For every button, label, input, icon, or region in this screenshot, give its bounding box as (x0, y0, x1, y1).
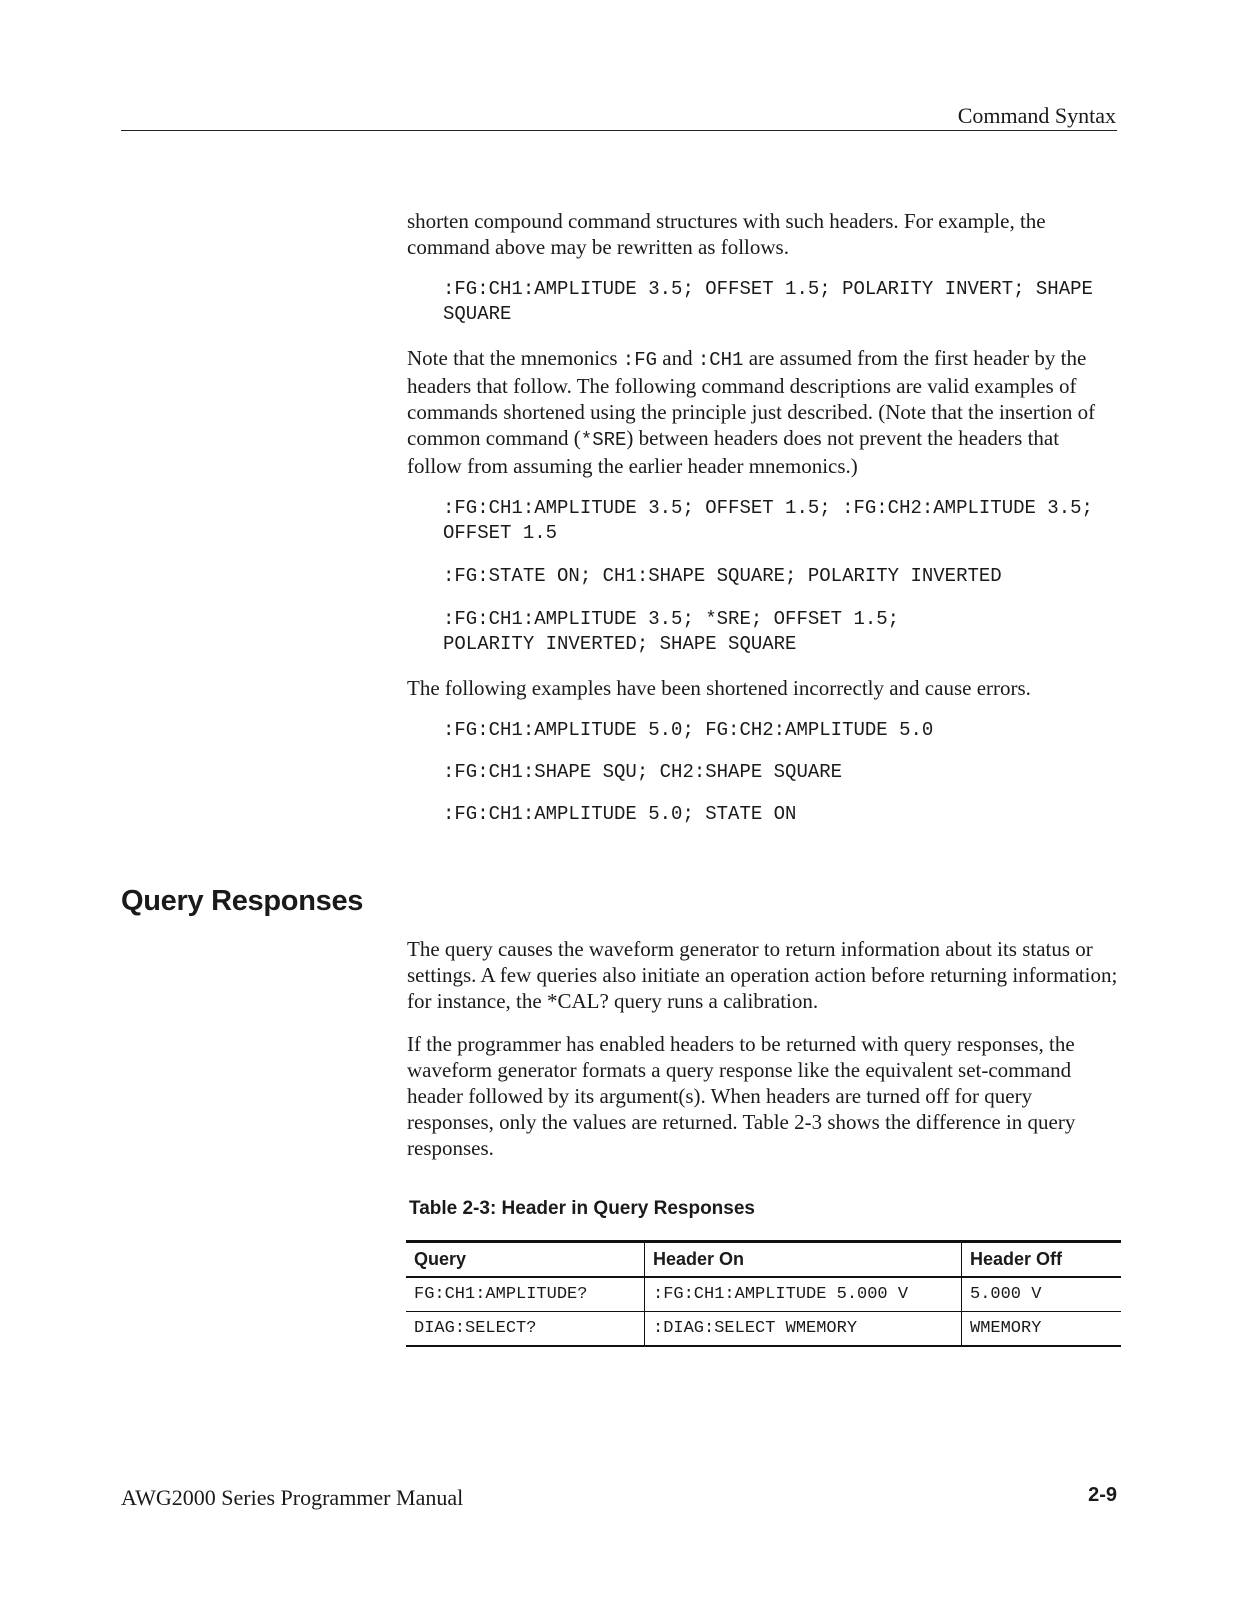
text-run: and (657, 346, 698, 370)
section-paragraph: If the programmer has enabled headers to be returned with query responses, the waveform generator formats a query response like the equivalent set-command header followed by its argument(s). When headers are turned off for query responses, only the values are returned. Table 2-3 shows the difference in query responses. (407, 1032, 1076, 1160)
code-example: :FG:CH1:SHAPE SQU; CH2:SHAPE SQUARE (443, 761, 843, 783)
code-example: :FG:CH1:AMPLITUDE 3.5; *SRE; OFFSET 1.5; POLARITY INVERTED; SHAPE SQUARE (443, 608, 900, 655)
code-example: :FG:CH1:AMPLITUDE 3.5; OFFSET 1.5; :FG:CH2:AMPLITUDE 3.5; OFFSET 1.5 (443, 497, 1093, 544)
code-example: :FG:CH1:AMPLITUDE 5.0; FG:CH2:AMPLITUDE 5.0 (443, 719, 934, 741)
text-run: are assumed from the first header by the headers that follow. The following command descriptions are valid examples of commands shortened using the principle just described. (Note that the insertion of common command ( (407, 346, 1096, 450)
table-cell: DIAG:SELECT? (406, 1312, 645, 1347)
running-header: Command Syntax (957, 103, 1116, 128)
table-header-row (406, 1242, 1121, 1278)
column-header: Header Off (962, 1242, 1122, 1278)
code-example: :FG:STATE ON; CH1:SHAPE SQUARE; POLARITY INVERTED (443, 565, 1002, 587)
text-run: Note that the mnemonics (407, 346, 623, 370)
section-paragraph: The query causes the waveform generator to return information about its status or settings. A few queries also initiate an operation action before returning information; for instance, the *CAL? query runs a calibration. (407, 937, 1118, 1013)
page-number: 2-9 (1088, 1484, 1117, 1506)
text-run: ) between headers does not prevent the headers that follow from assuming the earlier header mnemonics.) (407, 426, 1060, 478)
inline-code: :CH1 (697, 349, 744, 371)
footer-manual-title: AWG2000 Series Programmer Manual (121, 1485, 464, 1510)
table-cell: :FG:CH1:AMPLITUDE 5.000 V (645, 1277, 962, 1312)
intro-paragraph: shorten compound command structures with such headers. For example, the command above may be rewritten as follows. (407, 209, 1046, 259)
table-cell: 5.000 V (962, 1277, 1122, 1312)
column-header: Header On (645, 1242, 962, 1278)
code-example: :FG:CH1:AMPLITUDE 5.0; STATE ON (443, 803, 797, 825)
table-caption: Table 2-3: Header in Query Responses (409, 1198, 755, 1219)
query-responses-table (406, 1240, 1121, 1347)
code-example: :FG:CH1:AMPLITUDE 3.5; OFFSET 1.5; POLARITY INVERT; SHAPE SQUARE (443, 278, 1093, 325)
table-cell: :DIAG:SELECT WMEMORY (645, 1312, 962, 1347)
column-header: Query (406, 1242, 645, 1278)
table-cell: WMEMORY (962, 1312, 1122, 1347)
section-heading: Query Responses (121, 885, 364, 917)
inline-code: *SRE (580, 429, 627, 451)
table-row (406, 1277, 1121, 1312)
inline-code: :FG (622, 349, 658, 371)
header-rule (121, 130, 1117, 131)
body-column (407, 208, 1119, 844)
table-cell: FG:CH1:AMPLITUDE? (406, 1277, 645, 1312)
mnemonics-paragraph (407, 345, 1119, 479)
table-row (406, 1312, 1121, 1347)
errors-paragraph: The following examples have been shortened incorrectly and cause errors. (407, 676, 1031, 700)
section-body (407, 936, 1119, 1178)
